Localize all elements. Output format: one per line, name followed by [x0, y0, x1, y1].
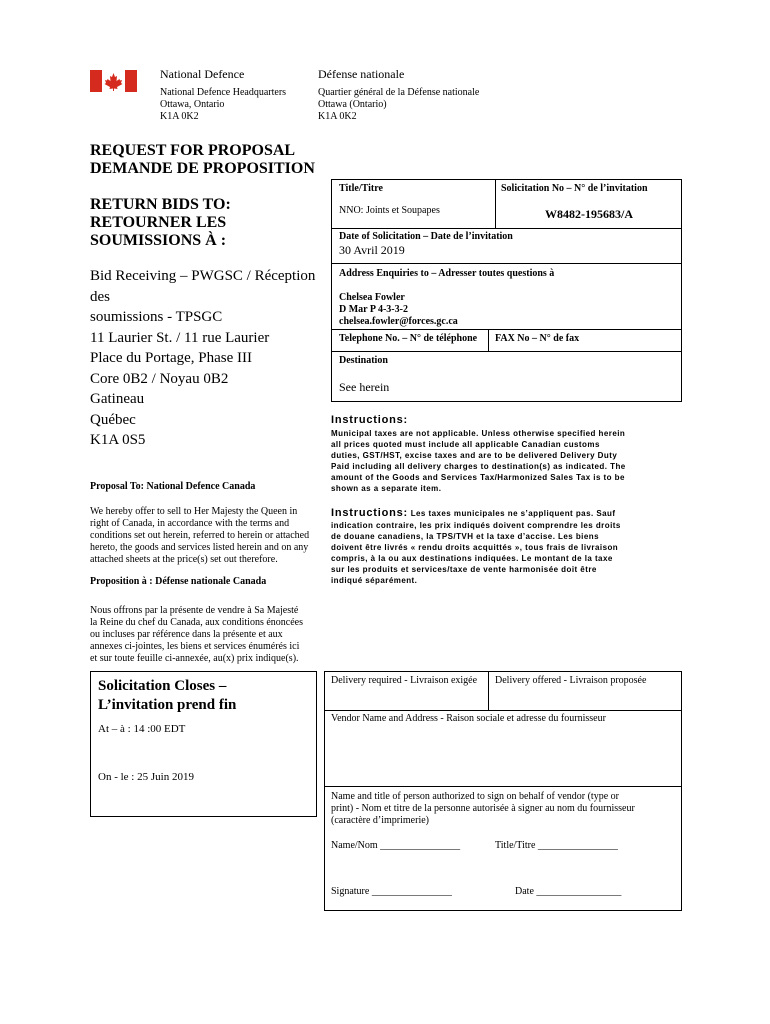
solicitation-label: Solicitation No – N° de l’invitation [501, 183, 648, 194]
contact-info: Chelsea Fowler D Mar P 4-3-3-2 chelsea.fowler@forces.gc.ca [339, 292, 458, 327]
instructions-fr-first-line [331, 508, 615, 519]
canada-flag-icon [90, 70, 137, 92]
name-field[interactable]: Name/Nom ________________ [331, 840, 461, 851]
fax-label: FAX No – N° de fax [495, 333, 580, 344]
title-fr: DEMANDE DE PROPOSITION [90, 160, 315, 177]
proposal-to-fr: Proposition à : Défense nationale Canada [90, 576, 267, 587]
title-value: NNO: Joints et Soupapes [339, 205, 440, 216]
closing-heading: Solicitation Closes – L’invitation prend fin [98, 678, 237, 713]
dept-name-en: National Defence [160, 67, 245, 81]
telephone-label: Telephone No. – N° de téléphone [339, 333, 478, 344]
instructions-en-label: Instructions: [331, 414, 409, 426]
title-label: Title/Titre [339, 183, 383, 194]
signature-field[interactable]: Signature ________________ [331, 886, 452, 897]
instructions-fr-text: indication contraire, les prix indiqués doivent comprendre les droits de douane canadiens, la TPS/TVH et la taxe d’accise. Les biens doivent être livrés « rendu droits acquittés », tous frais de livraison compris, à la ou aux destinations indiquées. Le montant de la taxe sur les produits et services/taxe de vente harmonisée doit être indiqué séparément. [331, 521, 621, 585]
dept-address-fr: Quartier général de la Défense nationale Ottawa (Ontario) K1A 0K2 [318, 87, 480, 122]
closing-time: At – à : 14 :00 EDT [98, 723, 186, 735]
delivery-required-field[interactable]: Delivery required - Livraison exigée [331, 675, 478, 686]
destination-label: Destination [339, 355, 388, 366]
dept-address-en: National Defence Headquarters Ottawa, Ontario K1A 0K2 [160, 87, 287, 122]
return-bids-address: Bid Receiving – PWGSC / Réception des soumissions - TPSGC 11 Laurier St. / 11 rue Laurier Place du Portage, Phase III Core 0B2 / Noyau 0B2 Gatineau Québec K1A 0S5 [90, 268, 316, 448]
date-field[interactable]: Date _________________ [515, 886, 622, 897]
instructions-en-text: Municipal taxes are not applicable. Unless otherwise specified herein all prices quoted must include all applicable Canadian customs duties, GST/HST, excise taxes and are to be delivered Delivery Duty Paid including all delivery charges to destination(s) as indicated. The amount of the Goods and Services Tax/Harmonized Sales Tax is to be shown as a separate item. [331, 429, 626, 493]
title-en: REQUEST FOR PROPOSAL [90, 142, 296, 159]
destination-value: See herein [339, 380, 390, 394]
offer-text-fr: Nous offrons par la présente de vendre à Sa Majesté la Reine du chef du Canada, aux conditions énoncées ou incluses par référence dans la présente et aux annexes ci-jointes, les biens et services énumérés ici et sur toute feuille ci-annexée, au(x) prix indique(s). [90, 605, 303, 664]
dept-name-fr: Défense nationale [318, 67, 405, 81]
closing-date: On - le : 25 Juin 2019 [98, 771, 194, 783]
proposal-to-en: Proposal To: National Defence Canada [90, 481, 256, 492]
date-label: Date of Solicitation – Date de l’invitation [339, 231, 513, 242]
authorized-person-label: Name and title of person authorized to sign on behalf of vendor (type or print) - Nom et titre de la personne autorisée à signer au nom du fournisseur (caractère d’imprimerie) [331, 791, 635, 826]
instructions-fr-label: Instructions: [331, 507, 409, 519]
enquiries-label: Address Enquiries to – Adresser toutes questions à [339, 268, 555, 279]
return-bids-heading: RETURN BIDS TO: RETOURNER LES SOUMISSIONS À : [90, 196, 231, 249]
solicitation-number: W8482-195683/A [545, 207, 633, 221]
vendor-name-address-field[interactable]: Vendor Name and Address - Raison sociale et adresse du fournisseur [331, 713, 606, 724]
offer-text-en: We hereby offer to sell to Her Majesty the Queen in right of Canada, in accordance with the terms and conditions set out herein, referred to herein or attached hereto, the goods and services listed herein and on any attached sheets at the price(s) set out therefore. [90, 506, 310, 565]
instructions-fr-first: Les taxes municipales ne s’appliquent pas. Sauf [408, 509, 616, 518]
date-value: 30 Avril 2019 [339, 243, 405, 257]
delivery-offered-field[interactable]: Delivery offered - Livraison proposée [495, 675, 647, 686]
title-field[interactable]: Title/Titre ________________ [495, 840, 618, 851]
